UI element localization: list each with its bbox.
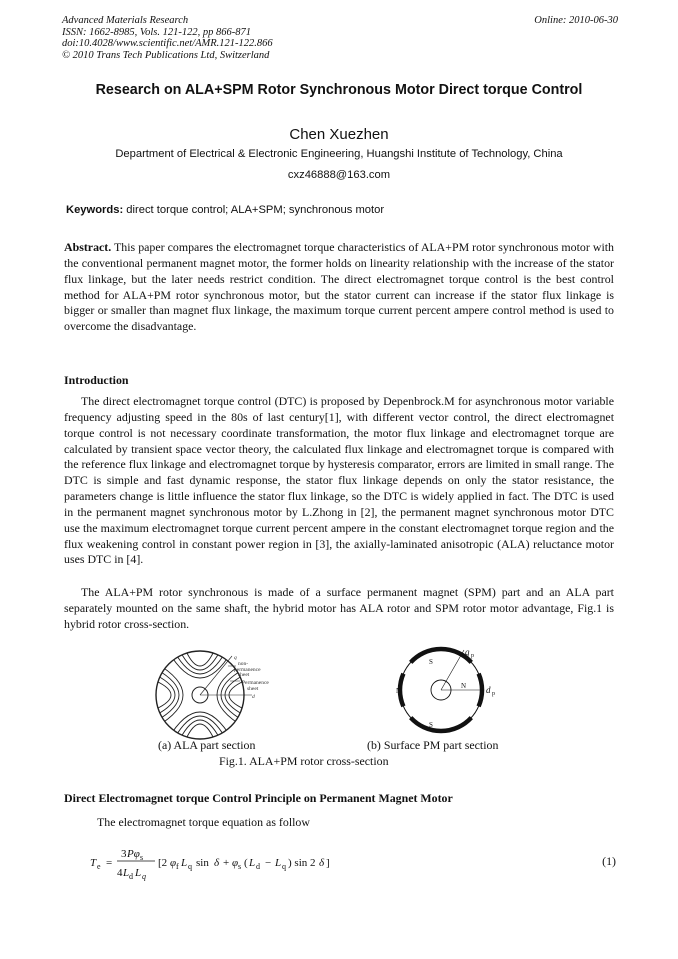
- svg-text:δ: δ: [214, 857, 220, 869]
- spm-d-axis-subscript: p: [492, 691, 495, 697]
- svg-text:Pφ: Pφ: [127, 848, 140, 860]
- svg-text:φ: φ: [232, 857, 239, 869]
- spm-q-axis-label: q: [465, 647, 470, 657]
- svg-text:e: e: [97, 862, 101, 871]
- svg-text:L: L: [123, 867, 130, 879]
- section-2-heading: Direct Electromagnet torque Control Principle on Permanent Magnet Motor: [64, 791, 453, 805]
- abstract-label: Abstract.: [64, 240, 112, 254]
- svg-text:L: L: [275, 857, 282, 869]
- keywords: [66, 204, 384, 216]
- spm-pole-n-left: N: [396, 687, 402, 695]
- caption-a: (a) ALA part section: [158, 738, 256, 752]
- keywords-text: direct torque control; ALA+SPM; synchronous motor: [123, 204, 385, 216]
- caption-b: (b) Surface PM part section: [367, 738, 499, 752]
- author-email[interactable]: cxz46888@163.com: [287, 169, 391, 181]
- spm-pole-s-bottom: S: [429, 721, 433, 729]
- svg-text:+: +: [223, 857, 230, 869]
- svg-text:L: L: [249, 857, 256, 869]
- equation-number: (1): [602, 854, 616, 868]
- svg-text:φ: φ: [170, 857, 177, 869]
- svg-text:−: −: [265, 857, 272, 869]
- ala-label-non-2: permanence: [234, 667, 261, 673]
- svg-text:s: s: [238, 862, 242, 871]
- figure-caption: Fig.1. ALA+PM rotor cross-section: [219, 754, 389, 768]
- spm-pole-n-right: N: [461, 682, 467, 690]
- ala-label-non-3: sheet: [238, 672, 250, 678]
- svg-text:q: q: [188, 862, 192, 871]
- svg-text:d: d: [256, 862, 260, 871]
- svg-text:4: 4: [117, 867, 123, 879]
- ala-q-axis-label: q: [234, 655, 237, 661]
- keywords-label: Keywords:: [66, 204, 124, 216]
- svg-text:d: d: [129, 872, 133, 881]
- svg-text:[2: [2: [158, 857, 168, 869]
- doi-line: doi:10.4028/www.scientific.net/AMR.121-122.866: [62, 38, 273, 49]
- rotor-cross-section-diagram: [0, 644, 678, 742]
- intro-heading: Introduction: [64, 373, 129, 387]
- torque-equation-formula: [86, 844, 526, 884]
- abstract-text: This paper compares the electromagnet torque characteristics of ALA+PM rotor synchronous motor with the conventional permanent magnet motor, the former holds on linearity relationship with the increase of the stator flux linkage, but the later needs restrict condition. The direct electromagnet torque control is the best control method for ALA+PM rotor synchronous motor, but the stator current can increase if the stator flux linkage is bigger or smaller than magnet flux linkage, the maximum torque current percent ampere control method is used to overcome the disadvantage.: [64, 240, 614, 334]
- svg-text:]: ]: [326, 857, 330, 869]
- torque-equation: [86, 844, 616, 884]
- journal-name: Advanced Materials Research: [62, 15, 189, 26]
- issn-line: ISSN: 1662-8985, Vols. 121-122, pp 866-871: [62, 26, 251, 38]
- author-affiliation: Department of Electrical & Electronic Engineering, Huangshi Institute of Technology, China: [115, 148, 563, 160]
- svg-text:) sin 2: ) sin 2: [288, 857, 316, 869]
- copyright-line: © 2010 Trans Tech Publications Ltd, Switzerland: [62, 49, 270, 61]
- ala-label-perm-2: sheet: [247, 686, 259, 692]
- svg-text:δ: δ: [319, 857, 325, 869]
- spm-d-axis-label: d: [486, 685, 491, 695]
- svg-text:=: =: [106, 857, 113, 869]
- spm-pole-s-top: S: [429, 658, 433, 666]
- abstract: [64, 240, 614, 335]
- intro-paragraph-2: The ALA+PM rotor synchronous is made of a surface permanent magnet (SPM) part and an ALA part separately mounted on the same shaft, the hybrid motor has ALA rotor and SPM rotor motor advantage, Fig.1 is hybrid rotor cross-section.: [64, 585, 614, 631]
- svg-text:(: (: [244, 857, 248, 869]
- svg-text:s: s: [140, 853, 144, 862]
- spm-rotor-drawing: [400, 649, 484, 731]
- ala-d-axis-label: d: [252, 694, 255, 700]
- svg-text:L: L: [181, 857, 188, 869]
- online-date: Online: 2010-06-30: [534, 15, 618, 26]
- ala-label-perm-1: Permanence: [242, 680, 269, 686]
- svg-text:L: L: [135, 867, 142, 879]
- author-name: Chen Xuezhen: [289, 126, 389, 143]
- svg-text:3: 3: [121, 848, 127, 860]
- equation-lead-text: The electromagnet torque equation as follow: [97, 815, 310, 829]
- svg-text:q: q: [282, 862, 286, 871]
- svg-text:f: f: [176, 862, 179, 871]
- svg-text:q: q: [142, 872, 146, 881]
- figure-1: [0, 644, 678, 742]
- journal-header: [62, 15, 618, 61]
- paper-title: Research on ALA+SPM Rotor Synchronous Motor Direct torque Control: [95, 82, 583, 98]
- intro-paragraph-1: The direct electromagnet torque control (DTC) is proposed by Depenbrock.M for asynchronous motor variable frequency adjusting speed in the 80s of last century[1], with different vector control, the direct electromagnet torque control is not necessary coordinate transformation, the motor flux linkage and electromagnet torque are calculated by transient space vector theory, the calculated flux linkage and electromagnet torque is compared with the reference flux linkage and electromagnet torque by hysteresis comparator, errors are limited in small range. The DTC is simple and fast dynamic response, the stator flux linkage depends on only the stator resistance, the parameters change is little influence the stator flux linkage, so the DTC is widely applied in fact. The DTC is used in the permanent magnet synchronous motor by L.Zhong in [2], the permanent magnet synchronous motor DTC use the maximum electromagnet torque current percent ampere in the constant electromagnet torque region and the flux weakening control in constant power region in [3], the axially-laminated anisotropic (ALA) reluctance motor uses DTC in [4].: [64, 394, 614, 567]
- svg-text:T: T: [90, 857, 97, 869]
- spm-q-axis-subscript: p: [471, 653, 474, 659]
- svg-text:sin: sin: [196, 857, 209, 869]
- ala-label-non-1: non-: [238, 661, 249, 667]
